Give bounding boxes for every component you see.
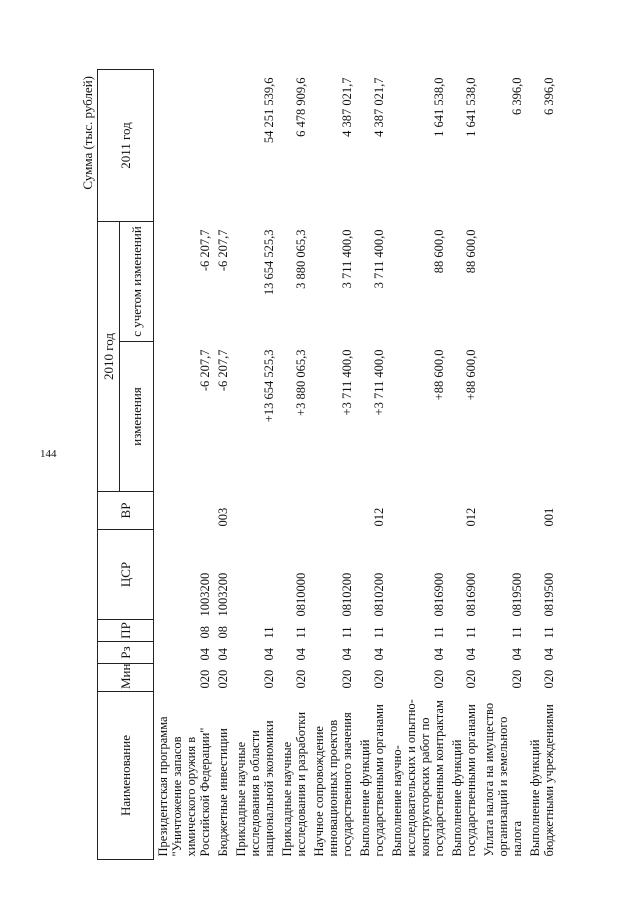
row-pr: 11 xyxy=(262,626,276,639)
row-vr xyxy=(388,492,448,530)
row-pr: 11 xyxy=(510,626,524,639)
row-vr: 012 xyxy=(372,507,386,527)
row-pr: 11 xyxy=(294,626,308,639)
row-changes: +3 880 065,3 xyxy=(294,349,308,416)
row-vr xyxy=(278,492,310,530)
row-name: Выполнение функций бюджетными учреждениями xyxy=(528,704,556,857)
row-name: Выполнение научно-исследовательских и опытно-конструкторских работ по государственным контрактам xyxy=(390,699,446,857)
row-with-changes: -6 207,7 xyxy=(216,229,230,272)
row-csr: 0819500 xyxy=(510,572,524,617)
row-2011: 4 387 021,7 xyxy=(340,77,354,137)
row-rz: 04 xyxy=(464,648,478,661)
row-with-changes: 88 600,0 xyxy=(432,229,446,274)
row-with-changes: 3 711 400,0 xyxy=(372,229,386,289)
row-2011: 6 396,0 xyxy=(542,77,556,115)
row-min: 020 xyxy=(198,669,212,689)
row-vr xyxy=(154,492,215,530)
row-with-changes: 88 600,0 xyxy=(464,229,478,274)
row-changes: +88 600,0 xyxy=(464,349,478,401)
row-pr: 11 xyxy=(340,626,354,639)
row-name: Научное сопровождение инновационных проектов государственного значения xyxy=(312,712,354,857)
row-csr: 1003200 xyxy=(198,572,212,617)
table-row xyxy=(448,70,480,860)
row-changes: +3 711 400,0 xyxy=(372,349,386,416)
row-changes: +13 654 525,3 xyxy=(262,349,276,423)
table-row xyxy=(356,70,388,860)
header-min: Мин xyxy=(98,664,154,692)
budget-table xyxy=(97,69,558,860)
table-row xyxy=(526,70,558,860)
row-min: 020 xyxy=(372,669,386,689)
header-pr: ПР xyxy=(98,620,154,642)
row-min: 020 xyxy=(262,669,276,689)
row-vr xyxy=(480,492,526,530)
row-changes xyxy=(526,342,558,492)
row-pr: 08 xyxy=(198,626,212,639)
row-pr: 11 xyxy=(542,626,556,639)
row-csr: 1003200 xyxy=(216,572,230,617)
row-csr: 0810000 xyxy=(294,572,308,617)
row-2011: 6 396,0 xyxy=(510,77,524,115)
row-rz: 04 xyxy=(198,648,212,661)
row-min: 020 xyxy=(294,669,308,689)
row-vr: 001 xyxy=(542,507,556,527)
header-csr: ЦСР xyxy=(98,530,154,620)
row-csr: 0816900 xyxy=(432,572,446,617)
row-with-changes: 3 880 065,3 xyxy=(294,229,308,289)
row-with-changes: 3 711 400,0 xyxy=(340,229,354,289)
row-rz: 04 xyxy=(294,648,308,661)
table-row xyxy=(480,70,526,860)
row-csr: 0810200 xyxy=(372,572,386,617)
row-min: 020 xyxy=(510,669,524,689)
row-changes: -6 207,7 xyxy=(198,349,212,392)
row-min: 020 xyxy=(432,669,446,689)
row-vr: 003 xyxy=(216,507,230,527)
row-min: 020 xyxy=(542,669,556,689)
row-changes: +3 711 400,0 xyxy=(340,349,354,416)
row-2011: 6 478 909,6 xyxy=(294,77,308,137)
row-rz: 04 xyxy=(432,648,446,661)
row-2011: 54 251 539,6 xyxy=(262,77,276,144)
row-pr: 11 xyxy=(432,626,446,639)
row-changes xyxy=(480,342,526,492)
table-row xyxy=(232,70,278,860)
table-row xyxy=(154,70,215,860)
header-vr: ВР xyxy=(98,492,154,530)
row-min: 020 xyxy=(464,669,478,689)
row-name: Прикладные научные исследования в области национальной экономики xyxy=(234,720,276,857)
unit-label: Сумма (тыс. рублей) xyxy=(80,76,95,190)
row-csr: 0810200 xyxy=(340,572,354,617)
row-with-changes xyxy=(480,222,526,342)
row-name: Уплата налога на имущество организаций и земельного налога xyxy=(482,702,524,857)
row-pr: 08 xyxy=(216,626,230,639)
row-name: Президентская программа "Уничтожение запасов химического оружия в Российской Федерации" xyxy=(156,716,212,857)
row-pr: 11 xyxy=(372,626,386,639)
page-number: 144 xyxy=(40,448,57,460)
row-rz: 04 xyxy=(372,648,386,661)
header-year-2011: 2011 год xyxy=(98,70,154,222)
header-year-2010: 2010 год xyxy=(98,222,120,492)
header-changes: изменения xyxy=(120,342,154,492)
table-row xyxy=(214,70,232,860)
row-name: Выполнение функций государственными органами xyxy=(358,704,386,857)
row-vr xyxy=(232,492,278,530)
header-rz: Рз xyxy=(98,642,154,664)
row-csr xyxy=(232,530,278,620)
row-2011: 1 641 538,0 xyxy=(464,77,478,137)
table-row xyxy=(310,70,356,860)
row-with-changes: -6 207,7 xyxy=(198,229,212,272)
table-row xyxy=(278,70,310,860)
row-vr xyxy=(310,492,356,530)
row-pr: 11 xyxy=(464,626,478,639)
table-row xyxy=(388,70,448,860)
row-rz: 04 xyxy=(340,648,354,661)
row-name: Бюджетные инвестиции xyxy=(216,728,230,857)
row-rz: 04 xyxy=(510,648,524,661)
row-min: 020 xyxy=(216,669,230,689)
row-changes: -6 207,7 xyxy=(216,349,230,392)
row-csr: 0816900 xyxy=(464,572,478,617)
row-rz: 04 xyxy=(216,648,230,661)
row-changes: +88 600,0 xyxy=(432,349,446,401)
row-with-changes: 13 654 525,3 xyxy=(262,229,276,296)
rotated-table-block xyxy=(80,70,590,860)
header-name: Наименование xyxy=(98,692,154,860)
row-2011 xyxy=(214,70,232,222)
header-with-changes: с учетом изменений xyxy=(120,222,154,342)
row-with-changes xyxy=(526,222,558,342)
row-vr: 012 xyxy=(464,507,478,527)
row-min: 020 xyxy=(340,669,354,689)
row-rz: 04 xyxy=(542,648,556,661)
row-2011 xyxy=(154,70,215,222)
row-rz: 04 xyxy=(262,648,276,661)
row-csr: 0819500 xyxy=(542,572,556,617)
row-2011: 4 387 021,7 xyxy=(372,77,386,137)
row-2011: 1 641 538,0 xyxy=(432,77,446,137)
row-name: Прикладные научные исследования и разработки xyxy=(280,711,308,857)
row-name: Выполнение функций государственными органами xyxy=(450,704,478,857)
